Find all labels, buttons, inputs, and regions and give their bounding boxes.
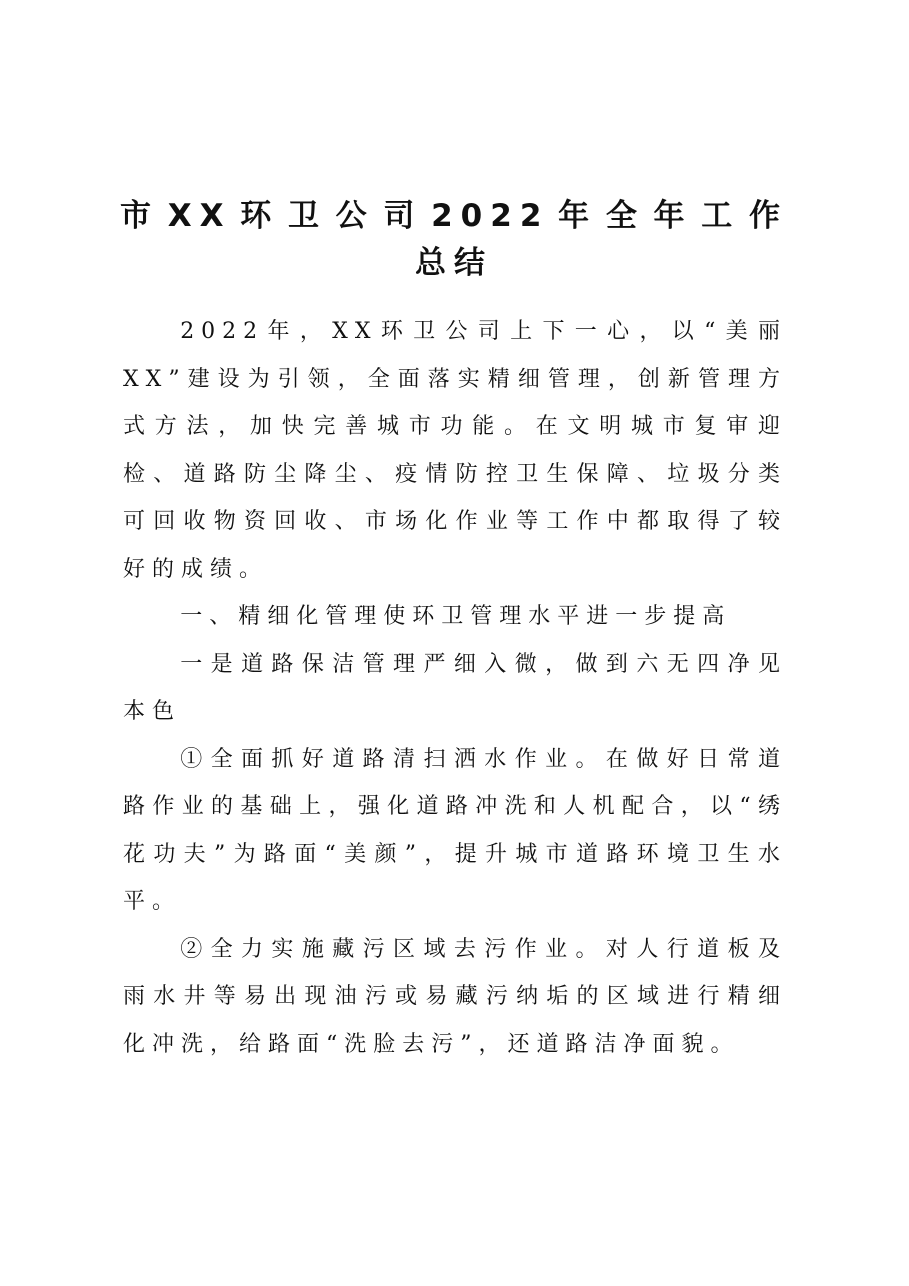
- item-paragraph-2: ②全力实施藏污区域去污作业。对人行道板及雨水井等易出现油污或易藏污纳垢的区域进行精细化冲洗，给路面“洗脸去污”，还道路洁净面貌。: [123, 936, 787, 1057]
- title-line-2: 总结: [415, 244, 493, 281]
- document-body: [123, 308, 787, 1068]
- item-paragraph-1: ①全面抓好道路清扫洒水作业。在做好日常道路作业的基础上，强化道路冲洗和人机配合，以“绣花功夫”为路面“美颜”，提升城市道路环境卫生水平。: [123, 746, 787, 914]
- intro-paragraph: 2022年，XX环卫公司上下一心，以“美丽XX”建设为引领，全面落实精细管理，创新管理方式方法，加快完善城市功能。在文明城市复审迎检、道路防尘降尘、疫情防控卫生保障、垃圾分类可回收物资回收、市场化作业等工作中都取得了较好的成绩。: [123, 319, 787, 582]
- subsection-heading-1: 一是道路保洁管理严细入微，做到六无四净见本色: [123, 651, 787, 724]
- section-heading-1: 一、精细化管理使环卫管理水平进一步提高: [180, 604, 732, 629]
- document-title: [120, 193, 788, 287]
- title-line-1: 市XX环卫公司2022年全年工作: [120, 197, 788, 234]
